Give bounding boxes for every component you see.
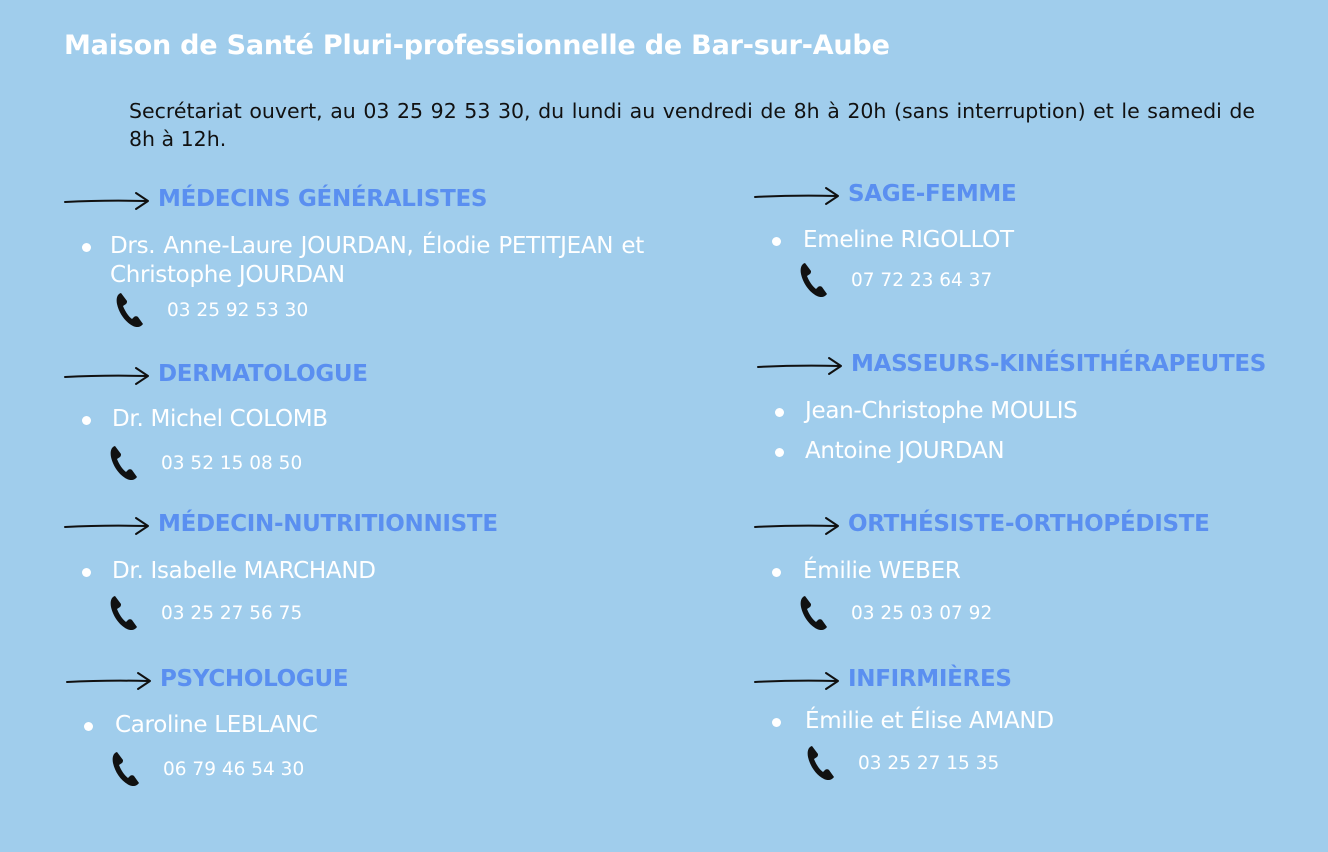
bullet-icon	[82, 568, 91, 577]
bullet-icon	[775, 448, 784, 457]
phone-number[interactable]: 03 25 27 56 75	[161, 603, 303, 624]
section-heading: PSYCHOLOGUE	[160, 666, 349, 692]
section-medecin-nutritionniste	[64, 511, 644, 634]
phone-icon	[110, 750, 142, 788]
section-header	[66, 666, 646, 696]
section-orthesiste-orthopediste	[754, 511, 1314, 634]
arrow-right-icon	[66, 670, 154, 692]
arrow-right-icon	[64, 365, 152, 387]
arrow-right-icon	[757, 355, 845, 377]
section-dermatologue	[64, 361, 644, 484]
list-item	[64, 557, 644, 586]
phone-row	[64, 444, 644, 484]
bullet-icon	[82, 416, 91, 425]
practitioner-name: Emeline RIGOLLOT	[803, 227, 1014, 253]
section-header	[754, 181, 1314, 211]
section-header	[754, 511, 1314, 541]
arrow-right-icon	[754, 515, 842, 537]
phone-number[interactable]: 03 52 15 08 50	[161, 453, 303, 474]
phone-row	[754, 744, 1314, 784]
section-sage-femme	[754, 181, 1314, 301]
list-item	[64, 232, 644, 290]
phone-icon	[798, 261, 830, 299]
phone-number[interactable]: 06 79 46 54 30	[163, 759, 305, 780]
arrow-right-icon	[754, 670, 842, 692]
phone-icon	[805, 744, 837, 782]
practitioner-name: Antoine JOURDAN	[805, 438, 1005, 464]
list-item	[754, 707, 1314, 736]
list-item	[754, 226, 1314, 255]
section-header	[757, 351, 1317, 381]
section-heading: INFIRMIÈRES	[848, 666, 1012, 692]
phone-number[interactable]: 07 72 23 64 37	[851, 270, 993, 291]
bullet-icon	[775, 408, 784, 417]
practitioner-name: Jean-Christophe MOULIS	[805, 398, 1078, 424]
bullet-icon	[772, 237, 781, 246]
phone-icon	[108, 444, 140, 482]
practitioner-name: Dr. Michel COLOMB	[112, 406, 328, 432]
list-item	[64, 405, 644, 434]
phone-icon	[108, 594, 140, 632]
arrow-right-icon	[754, 185, 842, 207]
section-medecins-generalistes	[64, 186, 644, 331]
section-masseurs-kinesitherapeutes	[757, 351, 1317, 466]
page-title: Maison de Santé Pluri-professionnelle de Bar-sur-Aube	[64, 30, 890, 61]
arrow-right-icon	[64, 515, 152, 537]
section-heading: SAGE-FEMME	[848, 181, 1017, 207]
section-header	[64, 511, 644, 541]
section-heading: MASSEURS-KINÉSITHÉRAPEUTES	[851, 351, 1267, 377]
practitioner-name: Caroline LEBLANC	[115, 712, 318, 738]
section-heading: MÉDECIN-NUTRITIONNISTE	[158, 511, 498, 537]
section-header	[754, 666, 1314, 696]
phone-number[interactable]: 03 25 27 15 35	[858, 753, 1000, 774]
secretariat-hours: Secrétariat ouvert, au 03 25 92 53 30, du lundi au vendredi de 8h à 20h (sans interruption) et le samedi de 8h à 12h.	[129, 99, 1255, 151]
phone-row	[754, 261, 1314, 301]
section-heading: MÉDECINS GÉNÉRALISTES	[158, 186, 488, 212]
phone-row	[66, 750, 646, 790]
phone-number[interactable]: 03 25 03 07 92	[851, 603, 993, 624]
list-item	[754, 557, 1314, 586]
list-item	[757, 397, 1317, 426]
phone-icon	[114, 291, 146, 329]
bullet-icon	[82, 243, 91, 252]
list-item	[757, 437, 1317, 466]
arrow-right-icon	[64, 190, 152, 212]
section-infirmieres	[754, 666, 1314, 784]
phone-row	[754, 594, 1314, 634]
practitioner-name: Émilie et Élise AMAND	[805, 708, 1054, 734]
bullet-icon	[772, 718, 781, 727]
phone-number[interactable]: 03 25 92 53 30	[167, 300, 309, 321]
bullet-icon	[84, 722, 93, 731]
bullet-icon	[772, 568, 781, 577]
section-psychologue	[66, 666, 646, 790]
section-heading: DERMATOLOGUE	[158, 361, 368, 387]
list-item	[66, 711, 646, 740]
phone-row	[64, 291, 644, 331]
phone-row	[64, 594, 644, 634]
section-heading: ORTHÉSISTE-ORTHOPÉDISTE	[848, 511, 1210, 537]
phone-icon	[798, 594, 830, 632]
practitioner-name: Drs. Anne-Laure JOURDAN, Élodie PETITJEAN et Christophe JOURDAN	[110, 233, 644, 288]
practitioner-name: Dr. Isabelle MARCHAND	[112, 558, 376, 584]
practitioner-name: Émilie WEBER	[803, 558, 961, 584]
section-header	[64, 361, 644, 391]
section-header	[64, 186, 644, 216]
